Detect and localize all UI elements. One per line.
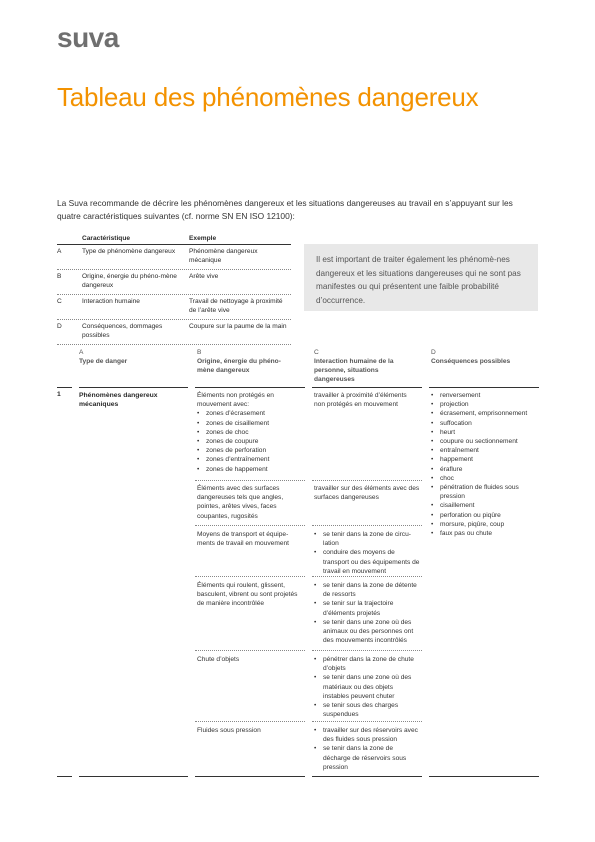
row-letter: D <box>57 323 62 330</box>
dotted-divider <box>312 576 422 577</box>
column-letter: A <box>79 349 84 356</box>
list-item: • happement <box>431 455 538 464</box>
list-item: • conduire des moyens de transport ou des équipements de travail en mouvement <box>314 548 420 576</box>
column-header-a <box>79 348 184 366</box>
row-example: Arête vive <box>189 273 219 280</box>
dotted-divider <box>312 650 422 651</box>
row-example: Travail de nettoyage à proximité de l’arête vive <box>189 298 283 314</box>
cell-c4 <box>314 581 420 645</box>
list-item: • se tenir dans la zone de circu-lation <box>314 530 420 548</box>
row-characteristic: Interaction humaine <box>82 298 140 305</box>
characteristics-row <box>57 270 291 295</box>
list-item: • écrasement, emprisonnement <box>431 409 538 418</box>
cell-c3 <box>314 530 420 576</box>
list-item: • suffocation <box>431 419 538 428</box>
list-item: • zones de cisaillement <box>197 419 302 428</box>
list-item: • zones d’entraînement <box>197 455 302 464</box>
characteristics-row <box>57 295 291 320</box>
list-item: • entraînement <box>431 446 538 455</box>
list-item: • coupure ou sectionnement <box>431 437 538 446</box>
list-item: • zones de happement <box>197 465 302 474</box>
column-letter: B <box>197 349 202 356</box>
rule-line <box>57 776 72 777</box>
column-label: Conséquences possibles <box>431 358 511 365</box>
cell-d1 <box>431 391 538 538</box>
cell-b4: Éléments qui roulent, glissent, basculent, vibrent ou sont projetés de manière incontrôlée <box>197 582 298 608</box>
column-letter: C <box>314 349 319 356</box>
cell-c2: travailler sur des éléments avec des surfaces dangereuses <box>314 485 420 502</box>
list-item: • zones d’écrasement <box>197 409 302 418</box>
cell-b1 <box>197 391 302 474</box>
cell-b6: Fluides sous pression <box>197 727 261 734</box>
characteristics-row <box>57 245 291 270</box>
characteristics-row <box>57 320 291 345</box>
list-item: • se tenir dans la zone de détente de ressorts <box>314 581 420 599</box>
column-label: Type de danger <box>79 358 128 365</box>
cell-b5: Chute d’objets <box>197 656 240 663</box>
rule-line <box>312 387 422 388</box>
consequences-list <box>431 391 538 538</box>
bullet-list <box>197 409 302 473</box>
list-item: • heurt <box>431 428 538 437</box>
list-item: • se tenir dans une zone où des matériaux ou des objets instables peuvent chuter <box>314 673 420 701</box>
row-example: Phénomène dangereux mécanique <box>189 248 258 264</box>
list-item: • pénétration de fluides sous pression <box>431 483 538 501</box>
list-item: • faux pas ou chute <box>431 529 538 538</box>
dotted-divider <box>195 576 305 577</box>
bullet-list <box>314 581 420 645</box>
list-item: • morsure, piqûre, coup <box>431 520 538 529</box>
list-item: • projection <box>431 400 538 409</box>
cell-c5 <box>314 655 420 719</box>
list-item: • éraflure <box>431 465 538 474</box>
column-label: Origine, énergie du phéno-mène dangereux <box>197 358 281 374</box>
cell-b2: Éléments avec des surfaces dangereuses tels que angles, pointes, arêtes vives, faces coupantes, rugosités <box>197 485 284 520</box>
list-item: • travailler sur des réservoirs avec des fluides sous pression <box>314 726 420 744</box>
list-item: • renversement <box>431 391 538 400</box>
info-box: Il est important de traiter également les phénomè-nes dangereux et les situations dangereuses qui ne sont pas manifestes ou qui présentent une faible probabilité d’occurrence. <box>304 244 538 311</box>
bullet-list <box>314 655 420 719</box>
intro-paragraph: La Suva recommande de décrire les phénomènes dangereux et les situations dangereuses au travail en s’appuyant sur les quatre caractéristiques suivantes (cf. norme SN EN ISO 12100): <box>57 198 513 221</box>
row-example: Coupure sur la paume de la main <box>189 323 287 330</box>
list-item: • choc <box>431 474 538 483</box>
bullet-list <box>314 530 420 576</box>
cell-c6 <box>314 726 420 772</box>
rule-line <box>429 776 539 777</box>
bullet-list <box>314 726 420 772</box>
rule-line <box>312 776 422 777</box>
row-characteristic: Type de phénomène dangereux <box>82 248 176 255</box>
rule-line <box>195 387 305 388</box>
column-header-b <box>197 348 297 375</box>
column-label: Interaction humaine de la personne, situations dangereuses <box>314 358 394 383</box>
cell-b3: Moyens de transport et équipe-ments de travail en mouvement <box>197 531 289 548</box>
row-title: Phénomènes dangereux mécaniques <box>79 392 158 408</box>
list-item: • zones de coupure <box>197 437 302 446</box>
list-item: • perforation ou piqûre <box>431 511 538 520</box>
column-header-c <box>314 348 410 384</box>
rule-line <box>79 387 188 388</box>
dotted-divider <box>195 480 305 481</box>
list-item: • cisaillement <box>431 501 538 510</box>
cell-text: Éléments non protégés en mouvement avec: <box>197 392 274 409</box>
row-characteristic: Origine, énergie du phéno-mène dangereux <box>82 273 177 289</box>
rule-line <box>57 387 72 388</box>
row-letter: A <box>57 248 62 255</box>
column-letter: D <box>431 349 436 356</box>
list-item: • zones de perforation <box>197 446 302 455</box>
list-item: • se tenir dans une zone où des animaux ou des personnes ont des mouvements incontrôlés <box>314 618 420 646</box>
row-letter: C <box>57 298 62 305</box>
dotted-divider <box>195 525 305 526</box>
header-example: Exemple <box>189 235 217 242</box>
list-item: • se tenir dans la zone de décharge de réservoirs sous pression <box>314 744 420 772</box>
list-item: • pénétrer dans la zone de chute d’objets <box>314 655 420 673</box>
dotted-divider <box>312 721 422 722</box>
rule-line <box>195 776 305 777</box>
row-number: 1 <box>57 391 61 398</box>
characteristics-header <box>57 234 291 245</box>
dotted-divider <box>312 525 422 526</box>
rule-line <box>429 387 539 388</box>
suva-logo: suva <box>57 22 119 53</box>
header-characteristic: Caractéristique <box>82 235 131 242</box>
rule-line <box>79 776 188 777</box>
list-item: • se tenir sur la trajectoire d’éléments projetés <box>314 599 420 617</box>
page-title: Tableau des phénomènes dangereux <box>57 82 479 112</box>
row-characteristic: Conséquences, dommages possibles <box>82 323 163 339</box>
list-item: • se tenir sous des charges suspendues <box>314 701 420 719</box>
row-letter: B <box>57 273 62 280</box>
list-item: • zones de choc <box>197 428 302 437</box>
dotted-divider <box>195 721 305 722</box>
dotted-divider <box>195 650 305 651</box>
column-header-d <box>431 348 536 366</box>
characteristics-table <box>57 234 291 345</box>
dotted-divider <box>312 480 422 481</box>
cell-c1: travailler à proximité d’éléments non protégés en mouvement <box>314 392 407 409</box>
